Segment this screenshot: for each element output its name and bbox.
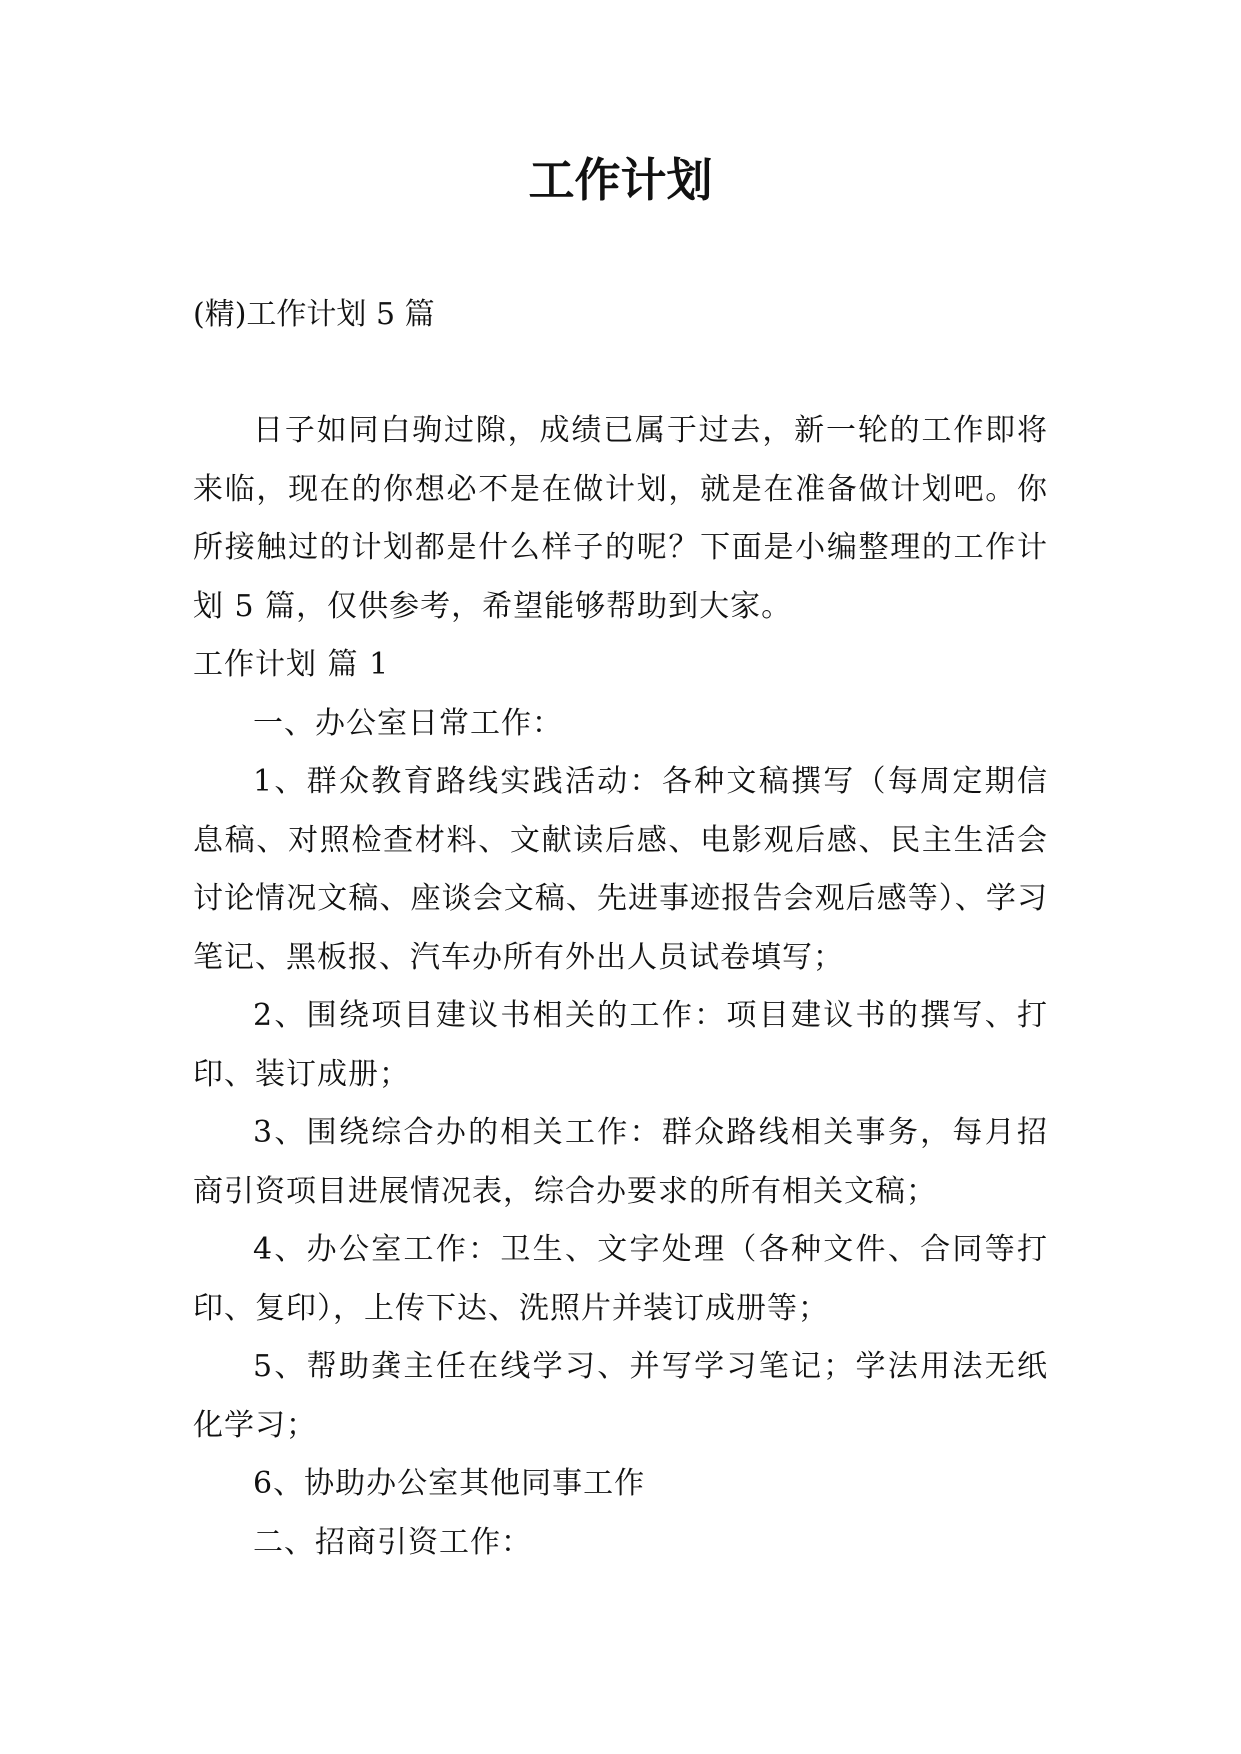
document-body [193,402,1048,1572]
list-item: 3、围绕综合办的相关工作：群众路线相关事务，每月招商引资项目进展情况表，综合办要求的所有相关文稿； [193,1115,1048,1209]
list-item: 5、帮助龚主任在线学习、并写学习笔记；学法用法无纸化学习； [193,1349,1048,1443]
intro-paragraph: 日子如同白驹过隙，成绩已属于过去，新一轮的工作即将来临，现在的你想必不是在做计划，就是在准备做计划吧。你所接触过的计划都是什么样子的呢？下面是小编整理的工作计划 5 篇，仅供参考，希望能够帮助到大家。 [193,413,1048,624]
document-title: 工作计划 [528,153,713,207]
list-item: 6、协助办公室其他同事工作 [253,1466,646,1501]
part2-heading: 二、招商引资工作： [253,1524,532,1560]
section-heading: 工作计划 篇 1 [193,647,390,682]
document-subtitle: (精)工作计划 5 篇 [193,297,435,332]
list-item: 1、群众教育路线实践活动：各种文稿撰写（每周定期信息稿、对照检查材料、文献读后感、电影观后感、民主生活会讨论情况文稿、座谈会文稿、先进事迹报告会观后感等）、学习笔记、黑板报、汽车办所有外出人员试卷填写； [193,764,1048,975]
list-item: 4、办公室工作：卫生、文字处理（各种文件、合同等打印、复印），上传下达、洗照片并装订成册等； [193,1232,1048,1326]
part1-heading: 一、办公室日常工作： [253,705,563,741]
list-item: 2、围绕项目建议书相关的工作：项目建议书的撰写、打印、装订成册； [193,998,1048,1092]
